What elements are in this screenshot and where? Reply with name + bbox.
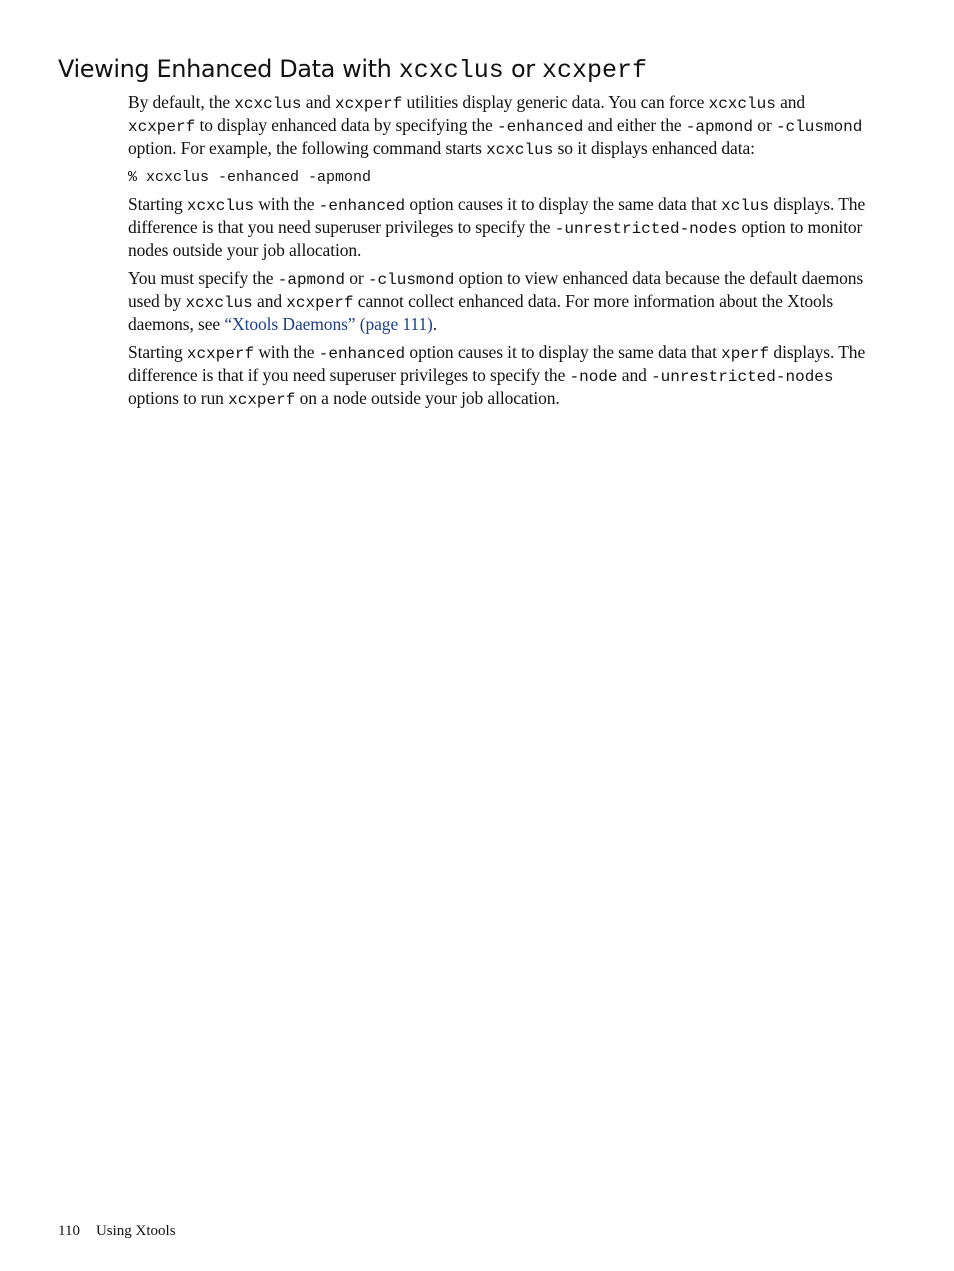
inline-code: xcxclus [234, 95, 302, 113]
inline-code: xcxclus [486, 141, 554, 159]
inline-code: -apmond [277, 271, 345, 289]
inline-code: xclus [721, 197, 770, 215]
inline-code: xperf [721, 345, 770, 363]
inline-code: xcxperf [335, 95, 403, 113]
page-number: 110 [58, 1223, 80, 1239]
inline-code: -enhanced [318, 197, 406, 215]
inline-code: xcxclus [186, 197, 255, 215]
page-footer [58, 1221, 176, 1241]
paragraph-xcxclus-enhanced: Starting xcxclus with the -enhanced option causes it to display the same data that xclus displays. The difference is that you need superuser privileges to specify the -unrestricted-nodes option to monitor nodes outside your job allocation. [128, 194, 866, 260]
command-example: % xcxclus -enhanced -apmond [128, 169, 372, 186]
inline-code: -node [569, 368, 618, 386]
inline-code: xcxperf [286, 294, 354, 312]
inline-code: -unrestricted-nodes [651, 368, 834, 386]
inline-code: xcxclus [185, 294, 253, 312]
inline-code: -enhanced [496, 118, 584, 136]
section-heading [58, 52, 647, 88]
heading-code-xcxperf: xcxperf [541, 56, 647, 85]
inline-code: -unrestricted-nodes [554, 220, 738, 238]
inline-code: xcxperf [228, 391, 296, 409]
heading-text: Viewing Enhanced Data with [58, 55, 399, 83]
inline-code: -clusmond [775, 118, 863, 136]
paragraph-default-behavior: By default, the xcxclus and xcxperf utilities display generic data. You can force xcxclus and xcxperf to display enhanced data by specifying the -enhanced and either the -apmond or -clusmond option. For example, the following command starts xcxclus so it displays enhanced data: [128, 92, 863, 159]
inline-code: -clusmond [367, 271, 455, 289]
paragraph-xcxperf-enhanced: Starting xcxperf with the -enhanced option causes it to display the same data that xperf displays. The difference is that if you need superuser privileges to specify the -node and -unrestricted-nodes options to run xcxperf on a node outside your job allocation. [128, 342, 866, 409]
heading-text: or [503, 55, 542, 83]
inline-code: xcxperf [128, 118, 196, 136]
inline-code: xcxclus [708, 95, 776, 113]
inline-code: xcxperf [186, 345, 255, 363]
section-body [128, 92, 873, 418]
paragraph-daemons: You must specify the -apmond or -clusmond option to view enhanced data because the default daemons used by xcxclus and xcxperf cannot collect enhanced data. For more information about the Xtools daemons, see “Xtools Daemons” (page 111). [128, 268, 864, 334]
inline-code: -apmond [685, 118, 754, 136]
heading-code-xcxclus: xcxclus [398, 56, 504, 85]
xtools-daemons-link[interactable]: “Xtools Daemons” (page 111) [224, 314, 433, 334]
inline-code: -enhanced [318, 345, 406, 363]
chapter-title: Using Xtools [95, 1223, 176, 1239]
